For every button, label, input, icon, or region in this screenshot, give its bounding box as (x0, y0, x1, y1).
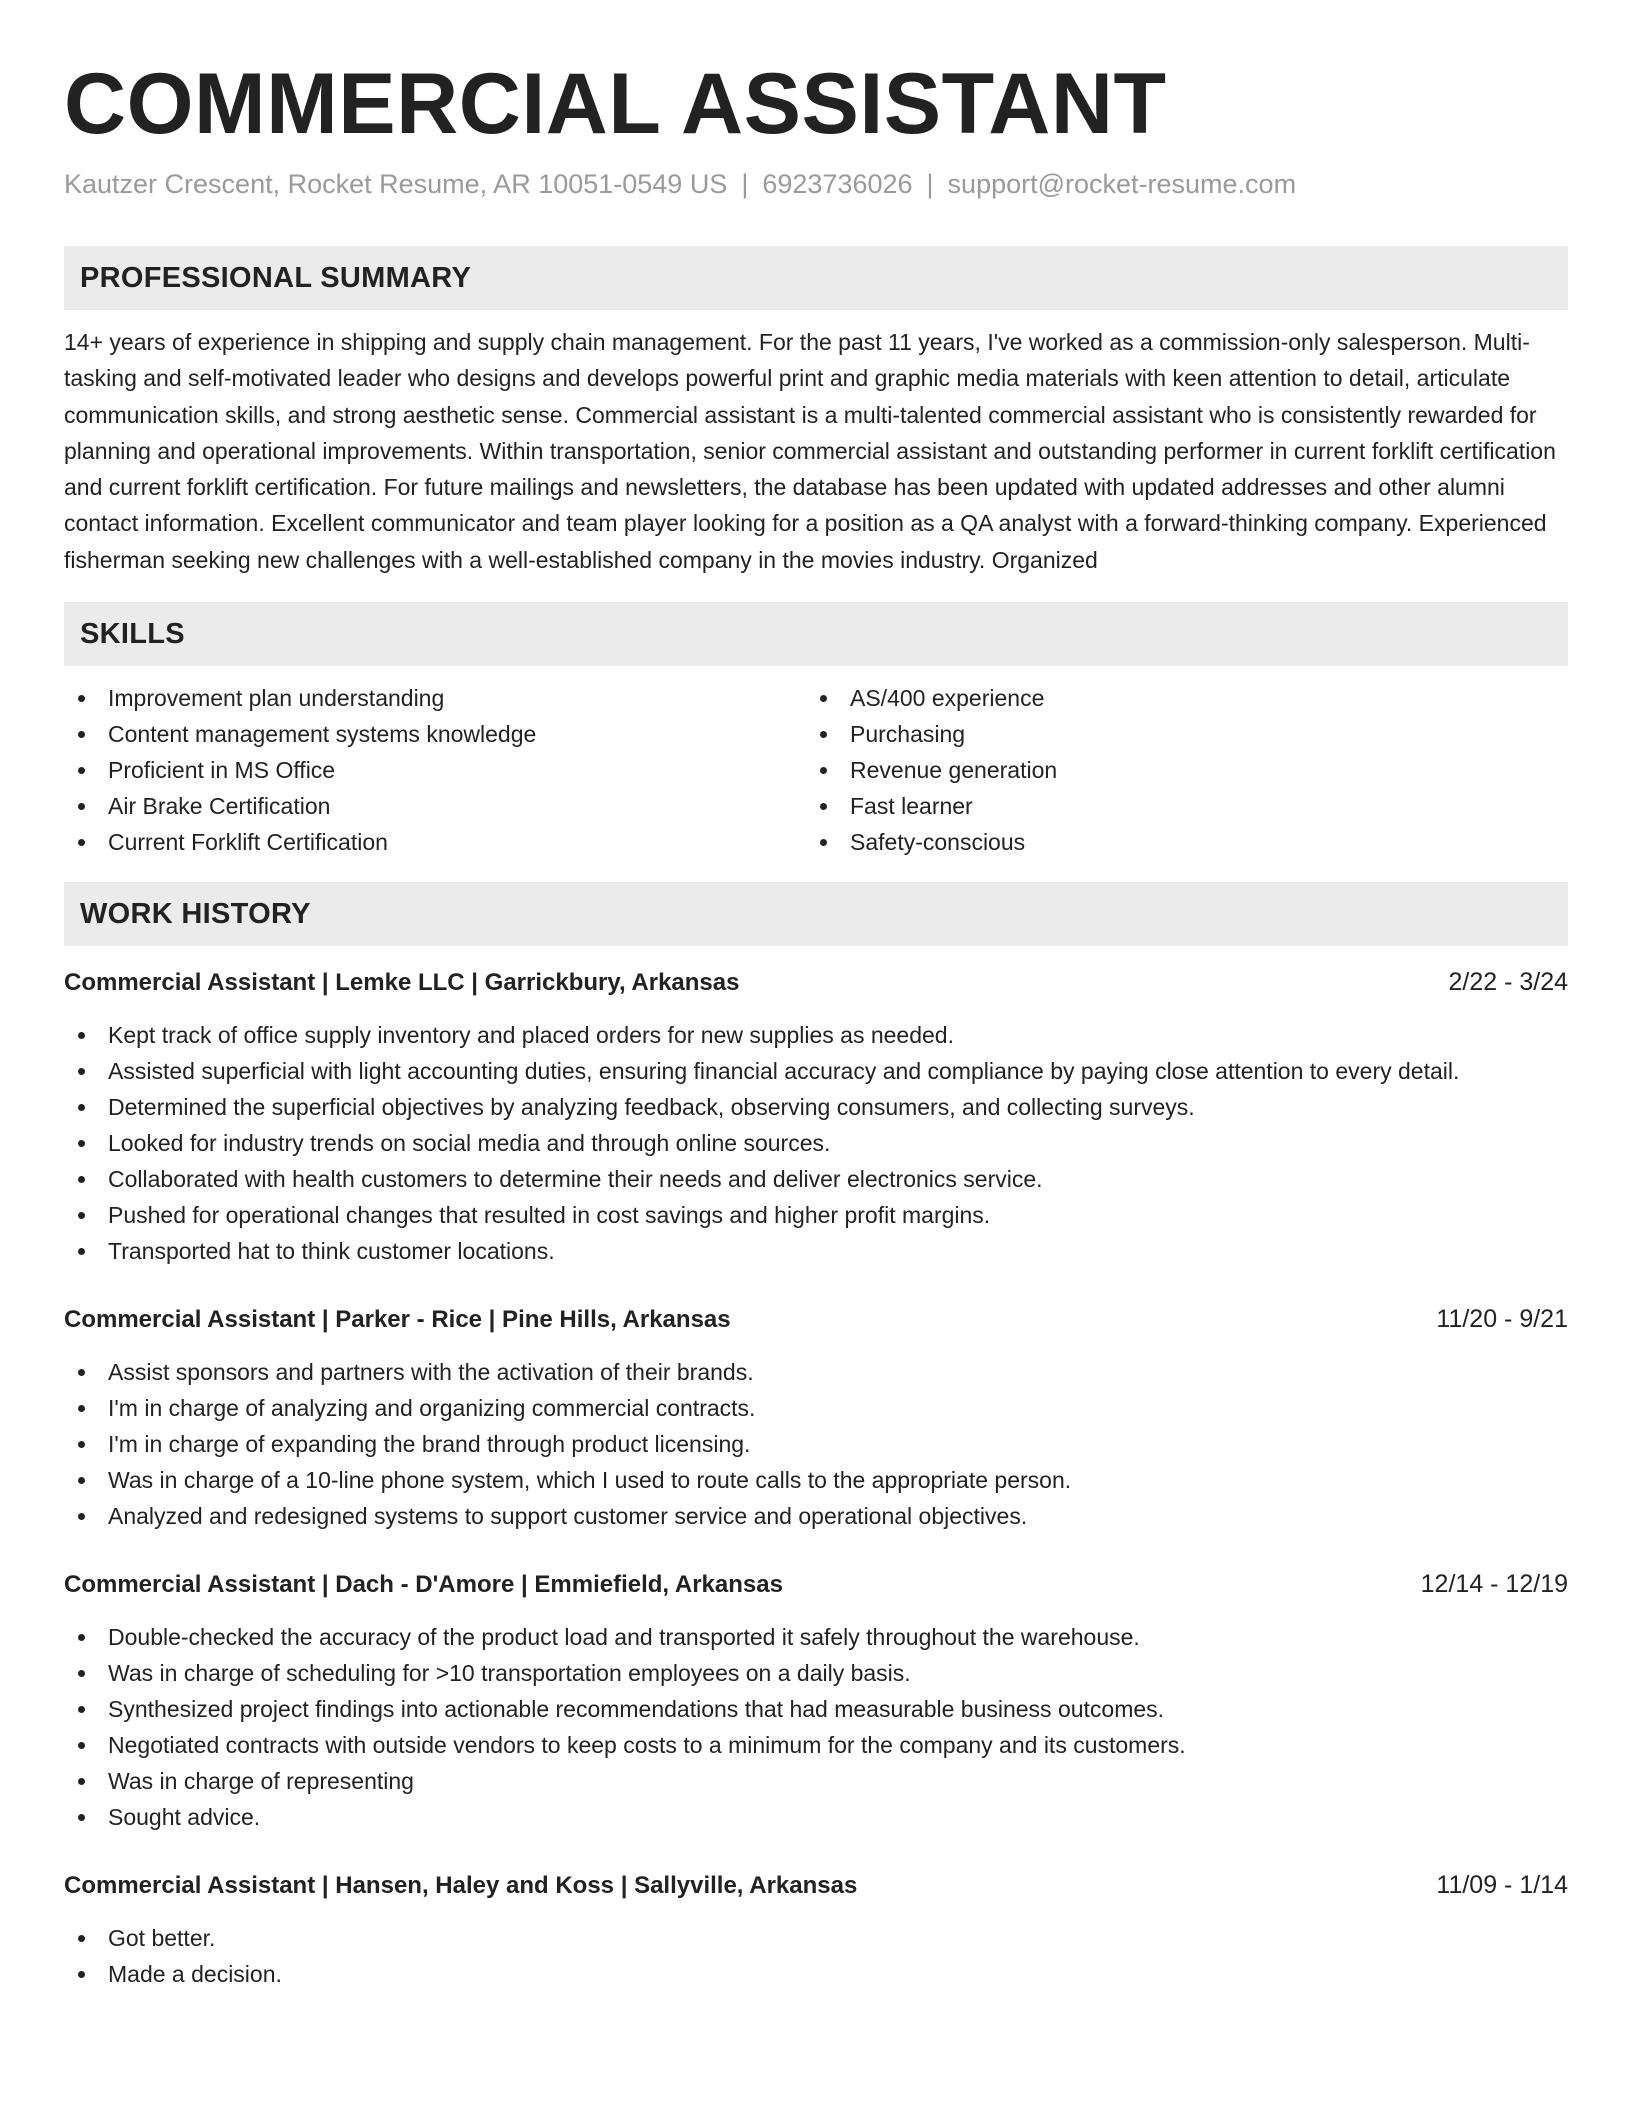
job-bullet: Determined the superficial objectives by analyzing feedback, observing consumers, and collecting surveys. (64, 1089, 1568, 1125)
job-title: Commercial Assistant | Parker - Rice | Pine Hills, Arkansas (64, 1306, 731, 1334)
job-header (64, 964, 1568, 1001)
skill-item: Revenue generation (806, 752, 1548, 788)
skill-item: Purchasing (806, 716, 1548, 752)
job-header (64, 1566, 1568, 1603)
job-dates: 11/09 - 1/14 (1436, 1871, 1568, 1900)
job-bullet: Was in charge of scheduling for >10 transportation employees on a daily basis. (64, 1655, 1568, 1691)
contact-phone: 6923736026 (762, 169, 913, 199)
skill-item: Air Brake Certification (64, 788, 806, 824)
job-header (64, 1301, 1568, 1338)
job-bullet: Assisted superficial with light accounting duties, ensuring financial accuracy and compliance by paying close attention to every detail. (64, 1053, 1568, 1089)
job-entry (64, 964, 1568, 1269)
job-bullet: Negotiated contracts with outside vendors to keep costs to a minimum for the company and its customers. (64, 1727, 1568, 1763)
job-dates: 12/14 - 12/19 (1420, 1570, 1568, 1599)
job-dates: 2/22 - 3/24 (1448, 968, 1568, 997)
job-title: Commercial Assistant | Lemke LLC | Garrickbury, Arkansas (64, 969, 740, 997)
skill-item: Improvement plan understanding (64, 680, 806, 716)
candidate-name: COMMERCIAL ASSISTANT (64, 56, 1167, 152)
skills-list (64, 680, 1568, 860)
job-bullet: Sought advice. (64, 1799, 1568, 1835)
job-bullet: Looked for industry trends on social media and through online sources. (64, 1125, 1568, 1161)
skill-item: Fast learner (806, 788, 1548, 824)
job-title: Commercial Assistant | Dach - D'Amore | Emmiefield, Arkansas (64, 1571, 783, 1599)
job-bullet: I'm in charge of expanding the brand through product licensing. (64, 1426, 1568, 1462)
contact-separator: | (741, 169, 749, 199)
resume-page (64, 0, 1568, 1992)
skill-item: Safety-conscious (806, 824, 1548, 860)
contact-email: support@rocket-resume.com (947, 169, 1297, 199)
job-bullet: Kept track of office supply inventory and placed orders for new supplies as needed. (64, 1017, 1568, 1053)
job-bullets (64, 1920, 1568, 1992)
job-bullet: Made a decision. (64, 1956, 1568, 1992)
job-bullets (64, 1354, 1568, 1534)
work-history-heading: WORK HISTORY (64, 882, 1568, 946)
job-bullet: Pushed for operational changes that resulted in cost savings and higher profit margins. (64, 1197, 1568, 1233)
skill-item: Current Forklift Certification (64, 824, 806, 860)
job-bullets (64, 1619, 1568, 1835)
skills-column-left (64, 680, 806, 860)
contact-separator: | (926, 169, 934, 199)
job-bullet: Synthesized project findings into actionable recommendations that had measurable business outcomes. (64, 1691, 1568, 1727)
job-bullets (64, 1017, 1568, 1269)
skills-column-right (806, 680, 1548, 860)
job-entry (64, 1566, 1568, 1835)
job-bullet: Double-checked the accuracy of the product load and transported it safely throughout the warehouse. (64, 1619, 1568, 1655)
skill-item: Content management systems knowledge (64, 716, 806, 752)
job-bullet: Was in charge of representing (64, 1763, 1568, 1799)
summary-text: 14+ years of experience in shipping and supply chain management. For the past 11 years, I've worked as a commission-only salesperson. Multi-tasking and self-motivated leader who designs and develops powerful print and graphic media materials with keen attention to detail, articulate communication skills, and strong aesthetic sense. Commercial assistant is a multi-talented commercial assistant who is consistently rewarded for planning and operational improvements. Within transportation, senior commercial assistant and outstanding performer in current forklift certification and current forklift certification. For future mailings and newsletters, the database has been updated with updated addresses and other alumni contact information. Excellent communicator and team player looking for a position as a QA analyst with a forward-thinking company. Experienced fisherman seeking new challenges with a well-established company in the movies industry. Organized (64, 329, 1556, 573)
skill-item: AS/400 experience (806, 680, 1548, 716)
job-bullet: Was in charge of a 10-line phone system, which I used to route calls to the appropriate person. (64, 1462, 1568, 1498)
contact-line (64, 164, 1568, 204)
job-bullet: Analyzed and redesigned systems to support customer service and operational objectives. (64, 1498, 1568, 1534)
job-bullet: Got better. (64, 1920, 1568, 1956)
job-bullet: Assist sponsors and partners with the activation of their brands. (64, 1354, 1568, 1390)
skills-heading: SKILLS (64, 602, 1568, 666)
job-bullet: Collaborated with health customers to determine their needs and deliver electronics service. (64, 1161, 1568, 1197)
job-title: Commercial Assistant | Hansen, Haley and Koss | Sallyville, Arkansas (64, 1872, 858, 1900)
contact-address: Kautzer Crescent, Rocket Resume, AR 10051-0549 US (64, 169, 728, 199)
summary-heading: PROFESSIONAL SUMMARY (64, 246, 1568, 310)
job-header (64, 1867, 1568, 1904)
job-entry (64, 1301, 1568, 1534)
job-entry (64, 1867, 1568, 1992)
job-bullet: I'm in charge of analyzing and organizing commercial contracts. (64, 1390, 1568, 1426)
skill-item: Proficient in MS Office (64, 752, 806, 788)
job-bullet: Transported hat to think customer locations. (64, 1233, 1568, 1269)
job-dates: 11/20 - 9/21 (1436, 1305, 1568, 1334)
